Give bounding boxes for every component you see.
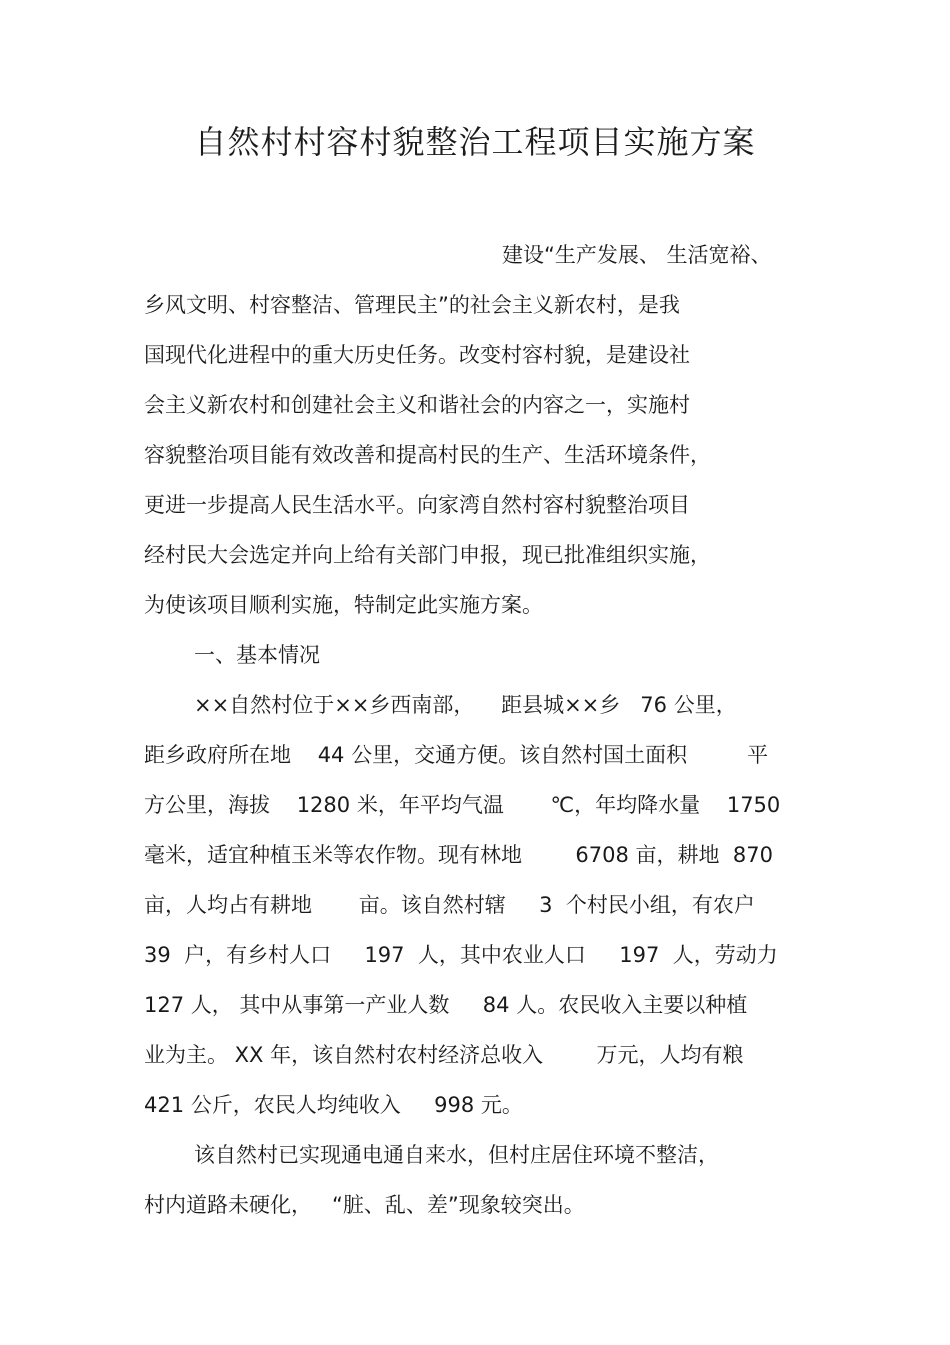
paragraph-line: 亩，人均占有耕地 亩。该自然村辖 3 个村民小组，有农户 [144, 893, 755, 917]
paragraph-line: 经村民大会选定并向上给有关部门申报，现已批准组织实施， [144, 543, 711, 567]
paragraph-line: ××自然村位于××乡西南部， 距县城××乡 76 公里， [194, 693, 737, 717]
paragraph-line: 该自然村已实现通电通自来水，但村庄居住环境不整洁， [194, 1143, 719, 1167]
paragraph-line: 为使该项目顺利实施，特制定此实施方案。 [144, 593, 543, 617]
section-heading: 一、基本情况 [194, 643, 320, 667]
paragraph-line: 更进一步提高人民生活水平。向家湾自然村容村貌整治项目 [144, 493, 690, 517]
paragraph-line: 乡风文明、村容整洁、管理民主”的社会主义新农村，是我 [144, 293, 680, 317]
paragraph-line: 容貌整治项目能有效改善和提高村民的生产、生活环境条件， [144, 443, 711, 467]
paragraph-line: 建设“生产发展、 生活宽裕、 [502, 243, 772, 267]
document-title: 自然村村容村貌整治工程项目实施方案 [194, 123, 756, 161]
paragraph-line: 方公里，海拔 1280 米，年平均气温 ℃，年均降水量 1750 [144, 793, 781, 817]
paragraph-line: 127 人， 其中从事第一产业人数 84 人。农民收入主要以种植 [144, 993, 748, 1017]
paragraph-line: 毫米，适宜种植玉米等农作物。现有林地 6708 亩，耕地 870 [144, 843, 773, 867]
paragraph-line: 距乡政府所在地 44 公里，交通方便。该自然村国土面积 平 [144, 743, 769, 767]
paragraph-line: 业为主。 XX 年，该自然村农村经济总收入 万元，人均有粮 [144, 1043, 744, 1067]
paragraph-line: 421 公斤，农民人均纯收入 998 元。 [144, 1093, 523, 1117]
paragraph-line: 村内道路未硬化， “脏、乱、差”现象较突出。 [144, 1193, 585, 1217]
paragraph-line: 会主义新农村和创建社会主义和谐社会的内容之一，实施村 [144, 393, 690, 417]
paragraph-line: 国现代化进程中的重大历史任务。改变村容村貌，是建设社 [144, 343, 690, 367]
paragraph-line: 39 户，有乡村人口 197 人，其中农业人口 197 人，劳动力 [144, 943, 778, 967]
